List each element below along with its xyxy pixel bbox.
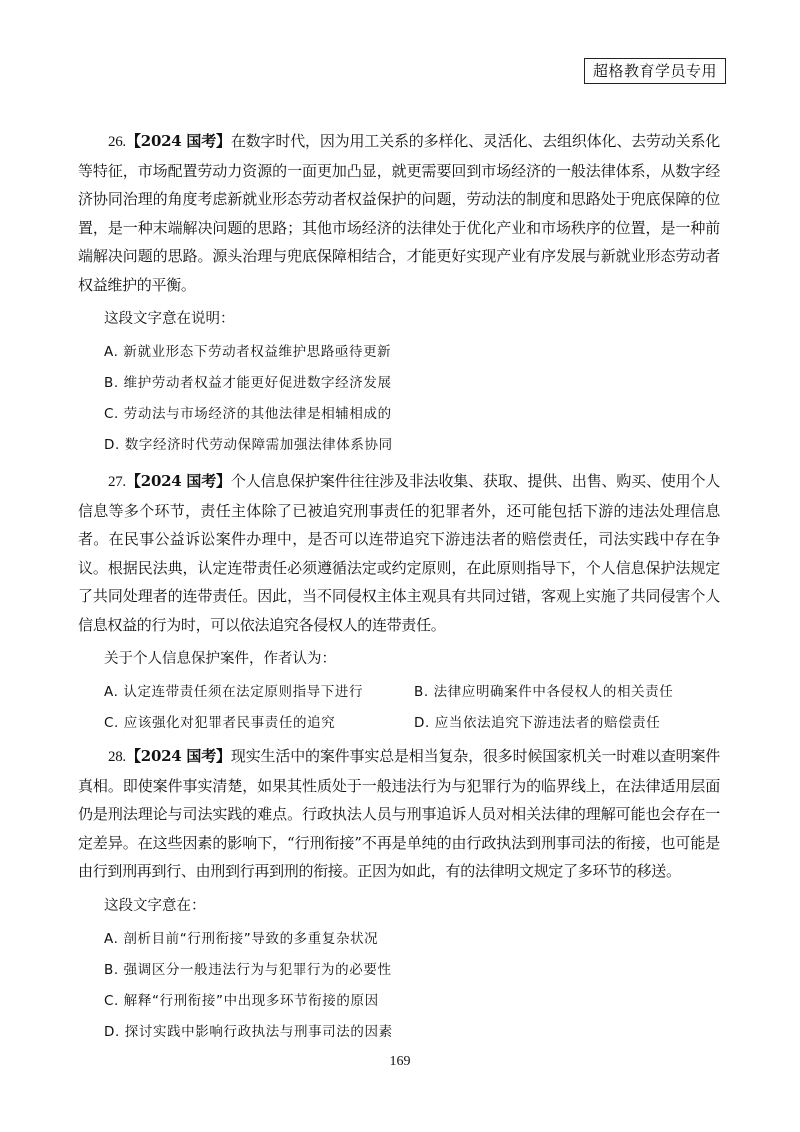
- option-c: C. 应该强化对犯罪者民事责任的追究: [104, 715, 336, 731]
- option-c: C. 解释“行刑衔接”中出现多环节衔接的原因: [104, 992, 379, 1009]
- option-c: C. 劳动法与市场经济的其他法律是相辅相成的: [104, 406, 392, 422]
- question-text: 个人信息保护案件往往涉及非法收集、获取、提供、出售、购买、使用个人信息等多个环节，责任主体除了已被追究刑事责任的犯罪者外，还可能包括下游的违法处理信息者。在民事公益诉讼案件办理中，是否可以连带追究下游违法者的赔偿责任，司法实践中存在争议。根据民法典，认定连带责任必须遵循法定或约定原则，在此原则指导下，个人信息保护法规定了共同处理者的连带责任。因此，当不同侵权主体主观具有共同过错，客观上实施了共同侵害个人信息权益的行为时，可以依法追究各侵权人的连带责任。: [78, 472, 720, 634]
- option-a: A. 剖析目前“行刑衔接”导致的多重复杂状况: [104, 930, 379, 947]
- option-a: A. 认定连带责任须在法定原则指导下进行: [104, 684, 364, 700]
- question-number: 28.: [108, 749, 126, 765]
- question-source-tag: 【2024 国考】: [125, 472, 231, 490]
- question-prompt: 这段文字意在：: [104, 897, 206, 914]
- question-stem: [78, 127, 720, 299]
- question-list: [78, 127, 720, 1054]
- option-d: D. 数字经济时代劳动保障需加强法律体系协同: [104, 437, 393, 453]
- question-26: [78, 127, 720, 454]
- question-source-tag: 【2024 国考】: [125, 132, 231, 150]
- option-b: B. 维护劳动者权益才能更好促进数字经济发展: [104, 375, 392, 391]
- question-text: 在数字时代，因为用工关系的多样化、灵活化、去组织体化、去劳动关系化等特征，市场配置劳动力资源的一面更加凸显，就更需要回到市场经济的一般法律体系，从数字经济协同治理的角度考虑新就业形态劳动者权益保护的问题，劳动法的制度和思路处于兜底保障的位置，是一种末端解决问题的思路；其他市场经济的法律处于优化产业和市场秩序的位置，是一种前端解决问题的思路。源头治理与兜底保障相结合，才能更好实现产业有序发展与新就业形态劳动者权益维护的平衡。: [78, 132, 720, 294]
- question-27: [78, 467, 720, 732]
- question-prompt: 关于个人信息保护案件，作者认为：: [104, 651, 336, 667]
- question-source-tag: 【2024 国考】: [125, 747, 231, 765]
- option-grid: [104, 683, 720, 732]
- option-b: B. 强调区分一般违法行为与犯罪行为的必要性: [104, 961, 392, 978]
- question-28: [78, 742, 720, 1041]
- question-stem: [78, 742, 720, 886]
- option-b: B. 法律应明确案件中各侵权人的相关责任: [414, 684, 674, 700]
- option-d: D. 应当依法追究下游违法者的赔偿责任: [414, 715, 661, 731]
- option-d: D. 探讨实践中影响行政执法与刑事司法的因素: [104, 1023, 393, 1040]
- option-a: A. 新就业形态下劳动者权益维护思路亟待更新: [104, 344, 392, 360]
- question-number: 27.: [108, 474, 126, 490]
- question-number: 26.: [108, 134, 126, 150]
- page-number: 169: [389, 1054, 411, 1069]
- watermark-badge: 超格教育学员专用: [584, 58, 726, 84]
- question-text: 现实生活中的案件事实总是相当复杂，很多时候国家机关一时难以查明案件真相。即使案件事实清楚，如果其性质处于一般违法行为与犯罪行为的临界线上，在法律适用层面仍是刑法理论与司法实践的难点。行政执法人员与刑事追诉人员对相关法律的理解可能也会存在一定差异。在这些因素的影响下，“行刑衔接”不再是单纯的由行政执法到刑事司法的衔接，也可能是由行到刑再到行、由刑到行再到刑的衔接。正因为如此，有的法律明文规定了多环节的移送。: [78, 747, 720, 880]
- question-prompt: 这段文字意在说明：: [104, 311, 235, 327]
- question-stem: [78, 467, 720, 639]
